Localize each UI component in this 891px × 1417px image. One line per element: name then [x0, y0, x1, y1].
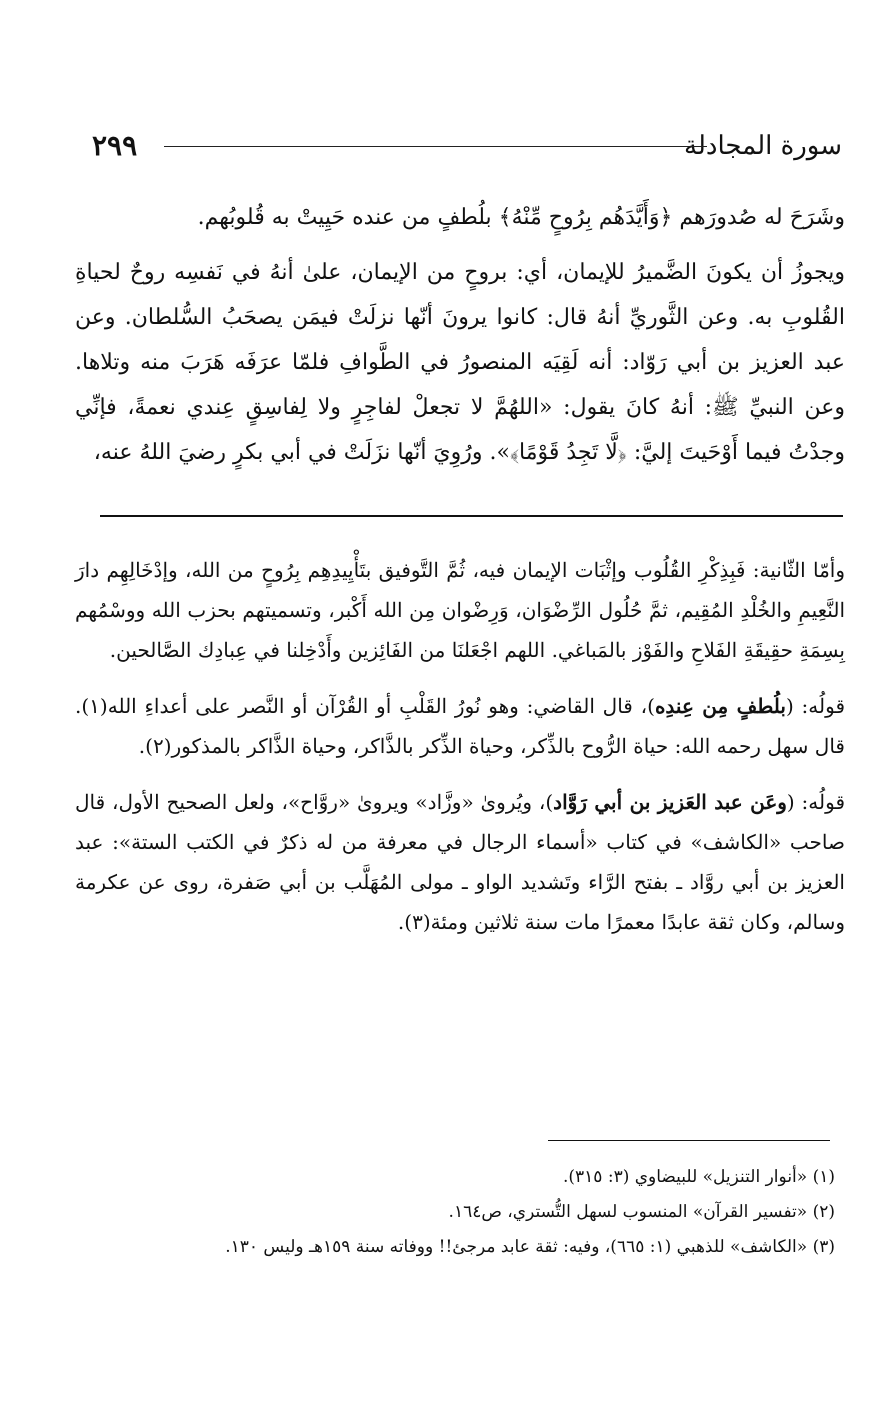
surah-title: سورة المجادلة	[684, 131, 842, 161]
commentary-quote: بلُطفٍ مِن عِندِه	[654, 694, 786, 718]
commentary-body: )، ويُروىٰ «وزَّاد» ويروىٰ «روَّاح»، ولعل الصحيح الأول، قال صاحب «الكاشف» في كتاب «أسماء الرجال في معرفة من له ذكرٌ في الكتب الستة»: عبد العزيز بن أبي روَّاد ـ بفتح الرَّاء وتَشديد الواو ـ مولى المُهَلَّب بن أبي صَفرة، روى عن عكرمة وسالم، وكان ثقة عابدًا معمرًا مات سنة ثلاثين ومئة(٣).	[75, 790, 845, 934]
commentary-lead: قولُه: (	[786, 790, 845, 814]
footnote: (٣) «الكاشف» للذهبي (١: ٦٦٥)، وفيه: ثقة عابد مرجئ!! ووفاته سنة ١٥٩هـ وليس ١٣٠.	[225, 1237, 835, 1257]
header-rule	[164, 146, 707, 147]
main-paragraph: ويجوزُ أن يكونَ الضَّميرُ للإيمان، أي: بروحٍ من الإيمان، علىٰ أنهُ في نَفسِه روحٌ لحياةِ القُلوبِ به. وعن الثَّوريِّ أنهُ قال: كانوا يرونَ أنّها نزلَتْ فيمَن يصحَبُ السُّلطان. وعن عبد العزيز بن أبي رَوّاد: أنه لَقِيَه المنصورُ في الطَّوافِ فلمّا عرَفَه هَرَبَ منه وتلاها. وعن النبيِّ ﷺ: أنهُ كانَ يقول: «اللهُمَّ لا تجعلْ لفاجِرٍ ولا لِفاسِقٍ عِندي نعمةً، فإنِّي وجدْتُ فيما أَوْحَيتَ إليَّ: ﴿لَّا تَجِدُ قَوْمًا﴾». ورُوِيَ أنّها نزَلَتْ في أبي بكرٍ رضيَ اللهُ عنه،	[75, 260, 845, 465]
footnotes	[75, 1160, 835, 1265]
footnote-separator	[548, 1140, 830, 1141]
footnote: (٢) «تفسير القرآن» المنسوب لسهل التُّستري، ص١٦٤.	[448, 1202, 835, 1222]
commentary	[75, 550, 845, 958]
commentary-body: )، قال القاضي: وهو نُورُ القَلْبِ أو القُرْآن أو النَّصر على أعداءِ الله(١). قال سهل رحمه الله: حياة الرُّوح بالذِّكر، وحياة الذِّكر بالذَّاكر، وحياة الذَّاكر بالمذكور(٢).	[75, 694, 845, 758]
commentary-paragraph	[75, 686, 845, 766]
commentary-lead: قولُه: (	[785, 694, 846, 718]
main-text	[75, 195, 845, 475]
commentary-paragraph	[75, 782, 845, 942]
page-number: ٢٩٩	[92, 129, 138, 162]
page-header	[92, 128, 842, 168]
main-separator	[100, 515, 843, 517]
footnote: (١) «أنوار التنزيل» للبيضاوي (٣: ٣١٥).	[562, 1167, 835, 1187]
commentary-quote: وعَن عبد العَزيز بن أبي رَوَّاد	[553, 790, 787, 814]
main-paragraph: وشَرَحَ له صُدورَهم ﴿وَأَيَّدَهُم بِرُوحٍ مِّنْهُ﴾ بلُطفٍ من عنده حَيِيتْ به قُلوبُهم.	[197, 205, 845, 230]
commentary-paragraph: وأمّا الثّانية: فَبِذِكْرِ القُلُوب وإثْبَات الإيمان فيه، ثُمَّ التَّوفيق بتَأْيِيدِهِم بِرُوحٍ من الله، وإدْخَالِهِم دارَ النَّعِيمِ والخُلْدِ المُقِيم، ثمَّ حُلُول الرِّضْوَان، وَرِضْوان مِن الله أَكْبر، وتسميتهم بحزب الله ووسْمُهم بِسِمَةِ حقِيقَةِ الفَلاحِ والفَوْز بالمَباغي. اللهم اجْعَلنَا من الفَائِزين وأَدْخِلنا في عِبادِك الصَّالحين.	[75, 558, 845, 662]
